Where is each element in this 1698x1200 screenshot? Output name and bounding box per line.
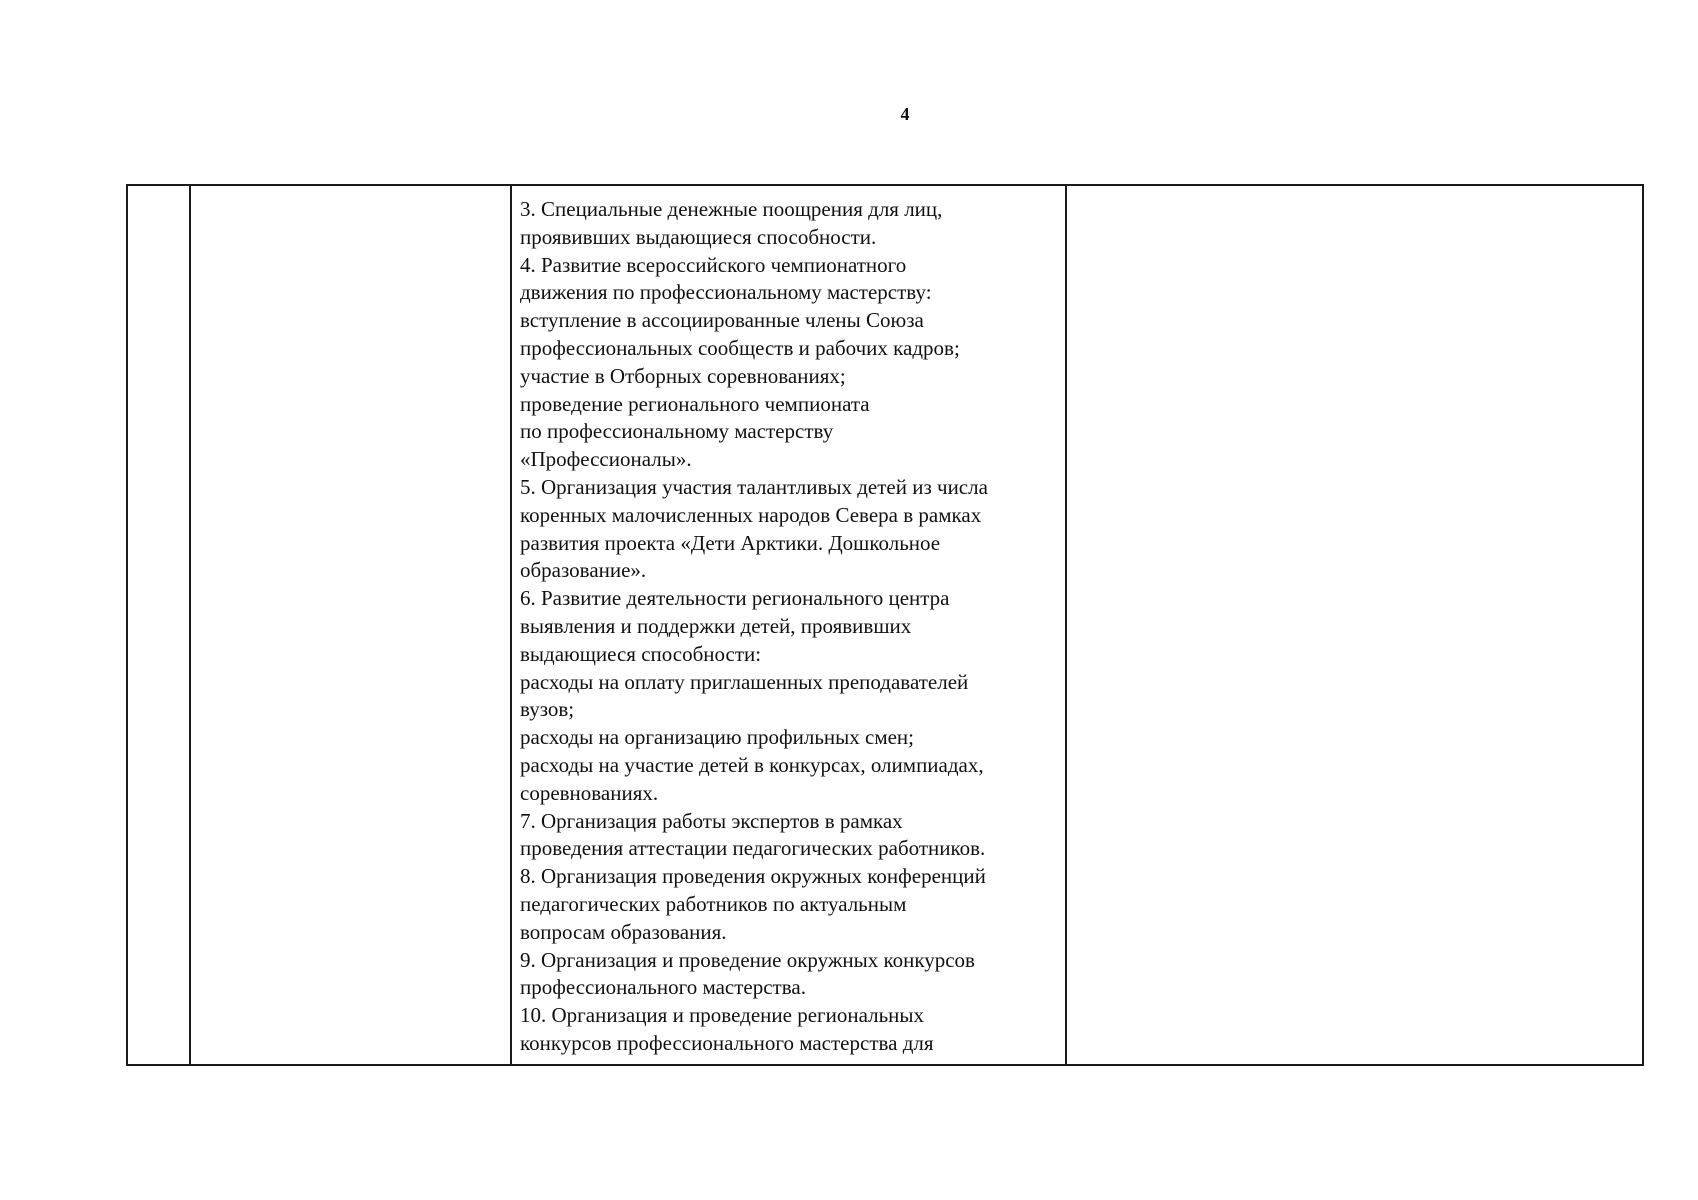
text-line: профессиональных сообществ и рабочих кадров; (520, 335, 960, 360)
text-line: 8. Организация проведения окружных конференций (520, 864, 986, 889)
text-line: 7. Организация работы экспертов в рамках (520, 808, 903, 833)
activities-text (512, 186, 1065, 1058)
text-line: 4. Развитие всероссийского чемпионатного (520, 252, 907, 277)
text-line: коренных малочисленных народов Севера в рамках (520, 502, 982, 527)
text-line: движения по профессиональному мастерству: (520, 280, 932, 305)
text-line: вступление в ассоциированные члены Союза (520, 308, 924, 333)
text-line: соревнованиях. (520, 780, 659, 805)
text-line: расходы на участие детей в конкурсах, олимпиадах, (520, 752, 984, 777)
text-line: педагогических работников по актуальным (520, 891, 907, 916)
text-line: «Профессионалы». (520, 447, 692, 472)
text-line: 3. Специальные денежные поощрения для лиц, (520, 197, 943, 221)
text-line: расходы на организацию профильных смен; (520, 725, 914, 750)
text-line: развития проекта «Дети Арктики. Дошкольное (520, 530, 941, 555)
text-line: проведение регионального чемпионата (520, 391, 870, 416)
text-line: выявления и поддержки детей, проявивших (520, 613, 912, 638)
document-table (126, 184, 1644, 1066)
text-line: 6. Развитие деятельности регионального центра (520, 586, 950, 611)
table-cell-number (127, 185, 190, 1065)
text-line: вопросам образования. (520, 919, 727, 944)
text-line: 5. Организация участия талантливых детей из числа (520, 474, 988, 499)
text-line: 10. Организация и проведение региональных (520, 1003, 925, 1028)
text-line: профессионального мастерства. (520, 975, 806, 1000)
table-row (127, 185, 1643, 1065)
table-cell-name (190, 185, 511, 1065)
text-line: расходы на оплату приглашенных преподавателей (520, 669, 969, 694)
text-line: 9. Организация и проведение окружных конкурсов (520, 947, 975, 972)
text-line: проявивших выдающиеся способности. (520, 224, 877, 249)
text-line: образование». (520, 558, 647, 583)
table-cell-activities (511, 185, 1066, 1065)
page-number: 4 (900, 104, 910, 124)
text-line: вузов; (520, 697, 575, 722)
text-line: выдающиеся способности: (520, 641, 762, 666)
text-line: проведения аттестации педагогических работников. (520, 836, 986, 861)
text-line: участие в Отборных соревнованиях; (520, 363, 846, 388)
text-line: конкурсов профессионального мастерства для (520, 1030, 934, 1055)
text-line: по профессиональному мастерству (520, 419, 834, 444)
table-cell-notes (1066, 185, 1643, 1065)
